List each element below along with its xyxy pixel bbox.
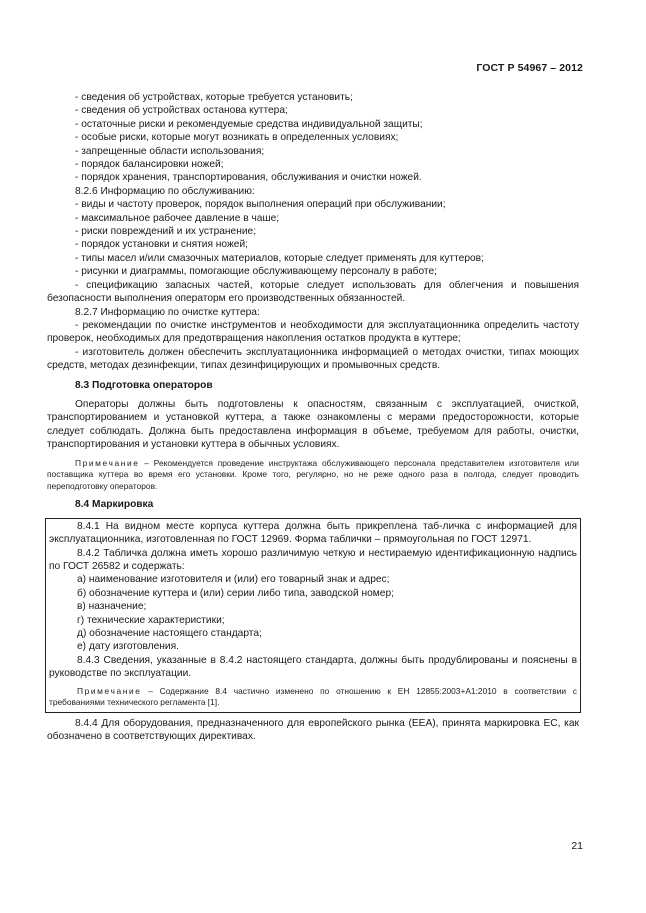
list-item: в) назначение; (77, 601, 147, 613)
list-item: б) обозначение куттера и (или) серии либо типа, заводской номер; (77, 587, 394, 599)
page-body (47, 91, 579, 744)
list-item: - порядок установки и снятия ножей; (75, 239, 248, 251)
list-item: - остаточные риски и рекомендуемые средства индивидуальной защиты; (75, 118, 423, 130)
clause-title: 8.2.6 Информацию по обслуживанию: (75, 185, 255, 197)
list-top (47, 91, 579, 185)
list-item: - виды и частоту проверок, порядок выполнения операций при обслуживании; (75, 199, 446, 211)
note-text: – Рекомендуется проведение инструктажа обслуживающего персонала представителем изготовителя или поставщика куттера во время его установки. Кроме того, регулярно, но не реже одного раза в полгода, следует проводить переподготовку операторов. (47, 457, 579, 491)
section-8-2-6 (47, 185, 579, 306)
clause-8-4-3: 8.4.3 Сведения, указанные в 8.4.2 настоящего стандарта, должны быть продублированы и пояснены в руководстве по эксплуатации. (49, 654, 577, 680)
list-item: - спецификацию запасных частей, которые следует использовать для облегчения и повышения безопасности выполнения операторм его производственных обязанностей. (47, 279, 579, 305)
clause-8-4-2: 8.4.2 Табличка должна иметь хорошо различимую четкую и нестираемую идентификационную надпись по ГОСТ 26582 и содержать: (49, 547, 577, 572)
list-item: - изготовитель должен обеспечить эксплуатационника информацией о методах очистки, типах моющих средств, методах дезинфекции, типах дезинфицирующих и промывочных средств. (47, 346, 579, 372)
note-8-3 (47, 458, 579, 493)
list-item: - максимальное рабочее давление в чаше; (75, 212, 280, 224)
note-text: – Содержание 8.4 частично изменено по отношению к ЕН 12855:2003+А1:2010 в соответствии с требованиями технического регламента [1]. (49, 685, 577, 708)
list-item: - рекомендации по очистке инструментов и необходимости для эксплуатационника определить частоту проверок, необходимых для предотвращения накопления остатков продукта в куттере; (47, 319, 579, 345)
note-8-4 (49, 686, 577, 709)
list-item: - сведения об устройствах останова куттера; (75, 105, 288, 117)
section-8-2-7 (47, 306, 579, 373)
list-item: - сведения об устройствах, которые требуется установить; (75, 92, 353, 103)
list-item: - рисунки и диаграммы, помогающие обслуживающему персоналу в работе; (75, 266, 437, 278)
section-heading-8-4: 8.4 Маркировка (75, 499, 154, 511)
amended-box (45, 518, 581, 713)
list-item: - особые риски, которые могут возникать в определенных условиях; (75, 132, 399, 144)
clause-8-4-4: 8.4.4 Для оборудования, предназначенного для европейского рынка (ЕЕА), принята маркировка ЕС, как обозначено в соответствующих директивах. (47, 717, 579, 743)
section-heading-8-3: 8.3 Подготовка операторов (75, 379, 213, 391)
section-8-3-text: Операторы должны быть подготовлены к опасностям, связанным с эксплуатацией, очисткой, транспортированием и установкой куттера, а также ознакомлены с мерами предосторожности, которые следует соблюдать. Должна быть предоставлена информация в объеме, требуемом для работы, очистки, транспортирования и установки куттера в обычных условиях. (47, 398, 579, 451)
list-item: г) технические характеристики; (77, 614, 225, 626)
clause-8-4-1: 8.4.1 На видном месте корпуса куттера должна быть прикреплена таб-личка с информацией для эксплуатационника, изготовленная по ГОСТ 12969. Форма таблички – прямоугольная по ГОСТ 12971. (49, 520, 577, 546)
document-header: ГОСТ Р 54967 – 2012 (476, 62, 583, 74)
list-item: - типы масел и/или смазочных материалов, которые следует применять для куттеров; (75, 252, 484, 264)
note-label: Примечание (75, 457, 140, 468)
list-item: - порядок балансировки ножей; (75, 159, 224, 171)
list-item: д) обозначение настоящего стандарта; (77, 628, 262, 639)
marking-list (49, 573, 577, 653)
list-item: а) наименование изготовителя и (или) его товарный знак и адрес; (77, 574, 390, 586)
list-item: - порядок хранения, транспортирования, обслуживания и очистки ножей. (75, 172, 422, 184)
clause-title: 8.2.7 Информацию по очистке куттера: (75, 306, 260, 318)
page-number: 21 (571, 840, 583, 852)
list-item: - запрещенные области использования; (75, 145, 265, 157)
note-label: Примечание (77, 685, 142, 696)
list-item: - риски повреждений и их устранение; (75, 226, 257, 238)
list-item: е) дату изготовления. (77, 641, 179, 653)
